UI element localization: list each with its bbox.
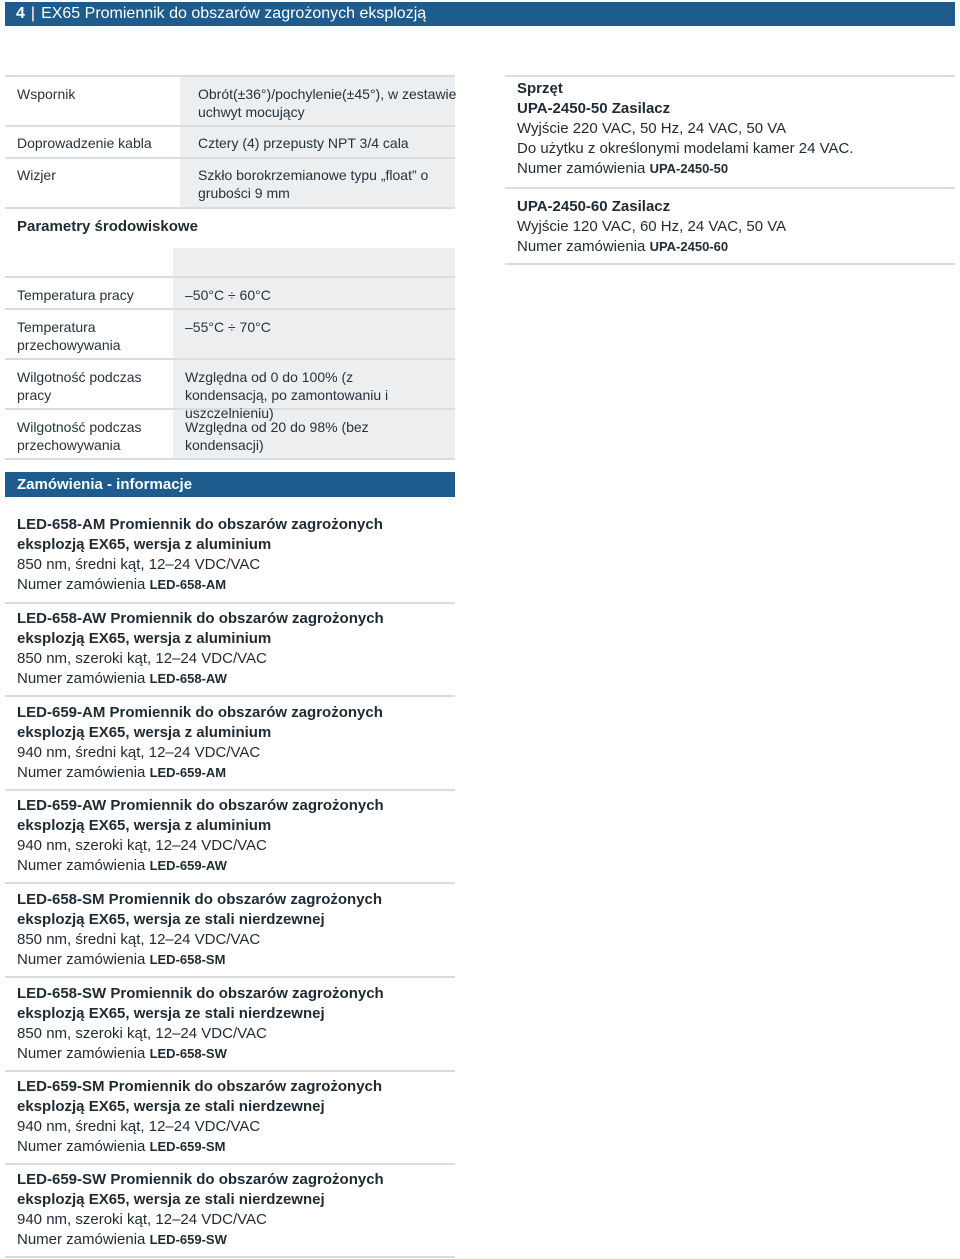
hardware-code: UPA-2450-60 — [649, 239, 729, 254]
order-number: Numer zamówienia LED-658-SW — [17, 1045, 227, 1062]
hardware-item — [505, 189, 955, 265]
env-row — [5, 410, 455, 460]
order-code: LED-658-AM — [149, 577, 227, 592]
order-number: Numer zamówienia LED-658-AM — [17, 576, 227, 593]
order-code: LED-658-SW — [149, 1046, 227, 1061]
env-label: Temperatura przechowywania — [17, 319, 121, 353]
spec-value: Szkło borokrzemianowe typu „float” o grubości 9 mm — [198, 167, 429, 201]
page-title: EX65 Promiennik do obszarów zagrożonych eksplozją — [41, 5, 427, 22]
order-desc: 850 nm, szeroki kąt, 12–24 VDC/VAC — [17, 650, 267, 667]
spec-label: Wspornik — [17, 86, 76, 102]
order-desc: 940 nm, średni kąt, 12–24 VDC/VAC — [17, 744, 261, 761]
header-separator: | — [30, 5, 36, 22]
order-item — [5, 984, 455, 1072]
order-code: LED-658-SM — [149, 952, 226, 967]
spec-row — [5, 159, 455, 209]
order-title: LED-658-AM Promiennik do obszarów zagrożonych eksplozją EX65, wersja z aluminium — [17, 516, 383, 553]
hardware-order-number: Numer zamówienia UPA-2450-60 — [517, 238, 729, 255]
order-number: Numer zamówienia LED-658-SM — [17, 951, 226, 968]
order-number: Numer zamówienia LED-659-SM — [17, 1138, 226, 1155]
order-code: LED-658-AW — [149, 671, 227, 686]
order-code: LED-659-SM — [149, 1139, 226, 1154]
env-row — [5, 360, 455, 421]
order-title: LED-659-SM Promiennik do obszarów zagrożonych eksplozją EX65, wersja ze stali nierdzewnej — [17, 1078, 383, 1115]
order-code: LED-659-SW — [149, 1232, 227, 1247]
order-item — [5, 609, 455, 697]
orders-section-title: Zamówienia - informacje — [5, 472, 455, 497]
hardware-note: Do użytku z określonymi modelami kamer 24 VAC. — [517, 140, 854, 157]
hardware-spec: Wyjście 220 VAC, 50 Hz, 24 VAC, 50 VA — [517, 120, 787, 137]
env-value: –55°C ÷ 70°C — [185, 319, 271, 335]
hardware-name: UPA-2450-60 Zasilacz — [517, 198, 671, 215]
spec-value: Cztery (4) przepusty NPT 3/4 cala — [198, 135, 409, 151]
hardware-section — [505, 75, 955, 265]
spec-table — [5, 75, 455, 207]
env-row — [5, 310, 455, 360]
order-desc: 940 nm, szeroki kąt, 12–24 VDC/VAC — [17, 837, 267, 854]
order-desc: 850 nm, szeroki kąt, 12–24 VDC/VAC — [17, 1025, 267, 1042]
order-title: LED-658-AW Promiennik do obszarów zagrożonych eksplozją EX65, wersja z aluminium — [17, 610, 384, 647]
order-number: Numer zamówienia LED-659-AM — [17, 764, 227, 781]
order-title: LED-659-SW Promiennik do obszarów zagrożonych eksplozją EX65, wersja ze stali nierdzewnej — [17, 1171, 384, 1208]
order-title: LED-658-SM Promiennik do obszarów zagrożonych eksplozją EX65, wersja ze stali nierdzewnej — [17, 891, 383, 928]
hardware-code: UPA-2450-50 — [649, 161, 729, 176]
hardware-item — [505, 77, 955, 189]
order-title: LED-659-AW Promiennik do obszarów zagrożonych eksplozją EX65, wersja z aluminium — [17, 797, 384, 834]
order-code: LED-659-AM — [149, 765, 227, 780]
order-number: Numer zamówienia LED-658-AW — [17, 670, 227, 687]
order-item — [5, 703, 455, 791]
spec-label: Doprowadzenie kabla — [17, 135, 152, 151]
spec-value: Obrót(±36°)/pochylenie(±45°), w zestawie uchwyt mocujący — [198, 86, 457, 120]
spec-row — [5, 77, 455, 127]
env-value: Względna od 0 do 100% (z kondensacją, po zamontowaniu i uszczelnieniu) — [185, 369, 389, 421]
spec-label: Wizjer — [17, 167, 56, 183]
page-header — [5, 2, 955, 26]
hardware-section-title: Sprzęt — [517, 80, 563, 97]
env-section-title: Parametry środowiskowe — [17, 218, 198, 235]
env-value: Względna od 20 do 98% (bez kondensacji) — [185, 419, 369, 453]
order-title: LED-659-AM Promiennik do obszarów zagrożonych eksplozją EX65, wersja z aluminium — [17, 704, 383, 741]
order-desc: 850 nm, średni kąt, 12–24 VDC/VAC — [17, 931, 261, 948]
order-number: Numer zamówienia LED-659-SW — [17, 1231, 227, 1248]
order-item — [5, 796, 455, 884]
env-row — [5, 278, 455, 310]
env-label: Wilgotność podczas przechowywania — [17, 419, 142, 453]
env-value: –50°C ÷ 60°C — [185, 287, 271, 303]
order-item — [5, 515, 455, 604]
page-number: 4 — [16, 5, 25, 22]
order-title: LED-658-SW Promiennik do obszarów zagrożonych eksplozją EX65, wersja ze stali nierdzewnej — [17, 985, 384, 1022]
order-item — [5, 890, 455, 978]
spec-row — [5, 127, 455, 159]
hardware-spec: Wyjście 120 VAC, 60 Hz, 24 VAC, 50 VA — [517, 218, 787, 235]
order-item — [5, 1170, 455, 1258]
order-code: LED-659-AW — [149, 858, 227, 873]
env-label: Wilgotność podczas pracy — [17, 369, 142, 403]
hardware-order-number: Numer zamówienia UPA-2450-50 — [517, 160, 729, 177]
order-item — [5, 1077, 455, 1165]
order-desc: 940 nm, średni kąt, 12–24 VDC/VAC — [17, 1118, 261, 1135]
hardware-name: UPA-2450-50 Zasilacz — [517, 100, 671, 117]
env-label: Temperatura pracy — [17, 287, 134, 303]
order-number: Numer zamówienia LED-659-AW — [17, 857, 227, 874]
order-desc: 940 nm, szeroki kąt, 12–24 VDC/VAC — [17, 1211, 267, 1228]
order-desc: 850 nm, średni kąt, 12–24 VDC/VAC — [17, 556, 261, 573]
